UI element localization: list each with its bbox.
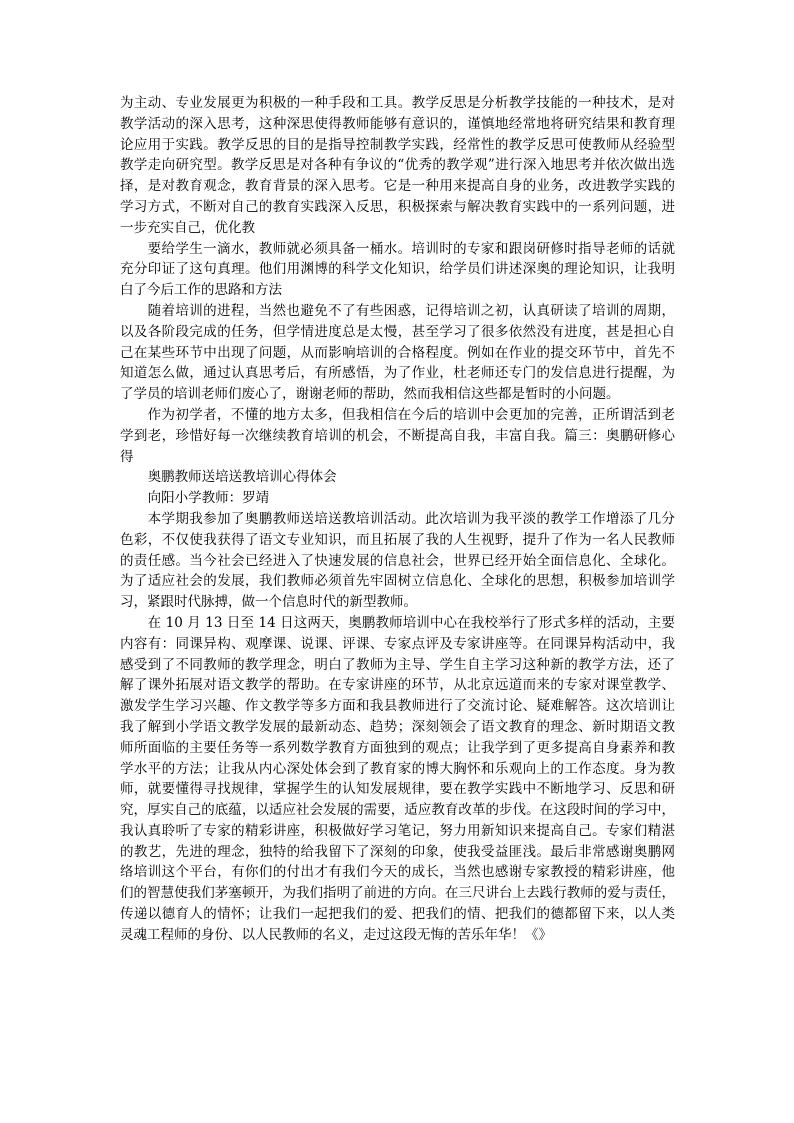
paragraph-line: 我了解到小学语文教学发展的最新动态、趋势；深刻领会了语文教育的理念、新时期语文教 — [120, 718, 675, 735]
paragraph-line: 择，是对教育观念，教育背景的深入思考。它是一种用来提高自身的业务，改进教学实践的 — [120, 178, 675, 195]
paragraph-line: 要给学生一滴水，教师就必须具备一桶水。培训时的专家和跟岗研修时指导老师的话就 — [147, 240, 675, 257]
paragraph-line: 论应用于实践。教学反思的目的是指导控制教学实践，经常性的教学反思可使教师从经验型 — [120, 136, 675, 153]
paragraph — [120, 301, 675, 405]
paragraph-line: 解了课外拓展对语文教学的帮助。在专家讲座的环节，从北京远道而来的专家对课堂教学、 — [120, 677, 675, 694]
document-body — [120, 93, 675, 946]
paragraph-line: 学习方式，不断对自己的教育实践深入反思，积极探索与解决教育实践中的一系列问题，进 — [120, 198, 675, 215]
paragraph — [120, 405, 675, 467]
paragraph-line: 们的智慧使我们茅塞顿开，为我们指明了前进的方向。在三尺讲台上去践行教师的爱与责任， — [120, 885, 675, 902]
article-title — [120, 467, 675, 488]
paragraph-line: 教学活动的深入思考，这种深思使得教师能够有意识的，谨慎地经常地将研究结果和教育理 — [120, 115, 675, 132]
article-title-line: 奥鹏教师送培送教培训心得体会 — [147, 469, 337, 486]
paragraph-line: 究，厚实自己的底蕴，以适应社会发展的需要，适应教育改革的步伐。在这段时间的学习中， — [120, 802, 675, 819]
paragraph-line: 的教艺，先进的理念，独特的给我留下了深刻的印象，使我受益匪浅。最后非常感谢奥鹏网 — [120, 843, 675, 860]
paragraph-line: 习，紧跟时代脉搏，做一个信息时代的新型教师。 — [120, 594, 417, 611]
paragraph-line: 为了适应社会的发展，我们教师必须首先牢固树立信息化、全球化的思想，积极参加培训学 — [120, 573, 675, 590]
paragraph-line: 白了今后工作的思路和方法 — [120, 282, 282, 299]
paragraph-line: 师，就要懂得寻找规律，掌握学生的认知发展规律，要在教学实践中不断地学习、反思和研 — [120, 781, 675, 798]
paragraph-line: 在 10 月 13 日至 14 日这两天，奥鹏教师培训中心在我校举行了形式多样的活动，主要 — [147, 614, 675, 631]
paragraph-line: 充分印证了这句真理。他们用渊博的科学文化知识，给学员们讲述深奥的理论知识，让我明 — [120, 261, 675, 278]
paragraph-line: 得 — [120, 448, 134, 465]
paragraph-line: 作为初学者，不懂的地方太多，但我相信在今后的培训中会更加的完善，正所谓活到老 — [147, 406, 675, 423]
author-line-text: 向阳小学教师：罗靖 — [147, 490, 270, 507]
paragraph-line: 内容有：同课异构、观摩课、说课、评课、专家点评及专家讲座等。在同课异构活动中，我 — [120, 635, 675, 652]
paragraph — [120, 613, 675, 946]
paragraph-line: 学到老，珍惜好每一次继续教育培训的机会，不断提高自我，丰富自我。篇三：奥鹏研修心 — [120, 427, 675, 444]
paragraph-line: 感受到了不同教师的教学理念，明白了教师为主导、学生自主学习这种新的教学方法，还了 — [120, 656, 675, 673]
paragraph-line: 灵魂工程师的身份、以人民教师的名义，走过这段无悔的苦乐年华！《》 — [120, 926, 552, 943]
author-line — [120, 488, 675, 509]
paragraph-line: 本学期我参加了奥鹏教师送培送教培训活动。此次培训为我平淡的教学工作增添了几分 — [147, 510, 675, 527]
paragraph-line: 一步充实自己，优化教 — [120, 219, 255, 236]
paragraph-line: 了学员的培训老师们废心了，谢谢老师的帮助，然而我相信这些都是暂时的小问题。 — [120, 386, 620, 403]
paragraph-line: 己在某些环节中出现了问题，从而影响培训的合格程度。例如在作业的提交环节中，首先不 — [120, 344, 675, 361]
paragraph-line: 为主动、专业发展更为积极的一种手段和工具。教学反思是分析教学技能的一种技术，是对 — [120, 95, 675, 111]
paragraph-line: 学水平的方法；让我从内心深处体会到了教育家的博大胸怀和乐观向上的工作态度。身为教 — [120, 760, 675, 777]
paragraph-line: 色彩，不仅使我获得了语文专业知识，而且拓展了我的人生视野，提升了作为一名人民教师 — [120, 531, 675, 548]
paragraph-line: 络培训这个平台，有你们的付出才有我们今天的成长，当然也感谢专家教授的精彩讲座，他 — [120, 864, 675, 881]
paragraph-line: 我认真聆听了专家的精彩讲座，积极做好学习笔记，努力用新知识来提高自己。专家们精湛 — [120, 822, 675, 839]
paragraph — [120, 239, 675, 301]
paragraph — [120, 509, 675, 613]
paragraph — [120, 93, 675, 239]
paragraph-line: 知道怎么做，通过认真思考后，有所感悟，为了作业，杜老师还专门的发信息进行提醒，为 — [120, 365, 675, 382]
paragraph-line: 教学走向研究型。教学反思是对各种有争议的“优秀的教学观”进行深入地思考并依次做出选 — [120, 157, 675, 174]
paragraph-line: 师所面临的主要任务等一系列数学教育方面独到的观点；让我学到了更多提高自身素养和教 — [120, 739, 675, 756]
paragraph-line: 以及各阶段完成的任务，但学情进度总是太慢，甚至学习了很多依然没有进度，甚是担心自 — [120, 323, 675, 340]
paragraph-line: 的责任感。当今社会已经进入了快速发展的信息社会，世界已经开始全面信息化、全球化。 — [120, 552, 675, 569]
paragraph-line: 激发学生学习兴趣、作文教学等多方面和我县教师进行了交流讨论、疑难解答。这次培训让 — [120, 698, 675, 715]
paragraph-line: 随着培训的进程，当然也避免不了有些困惑，记得培训之初，认真研读了培训的周期， — [147, 302, 675, 319]
paragraph-line: 传递以德育人的情怀；让我们一起把我们的爱、把我们的情、把我们的德都留下来，以人类 — [120, 906, 675, 923]
